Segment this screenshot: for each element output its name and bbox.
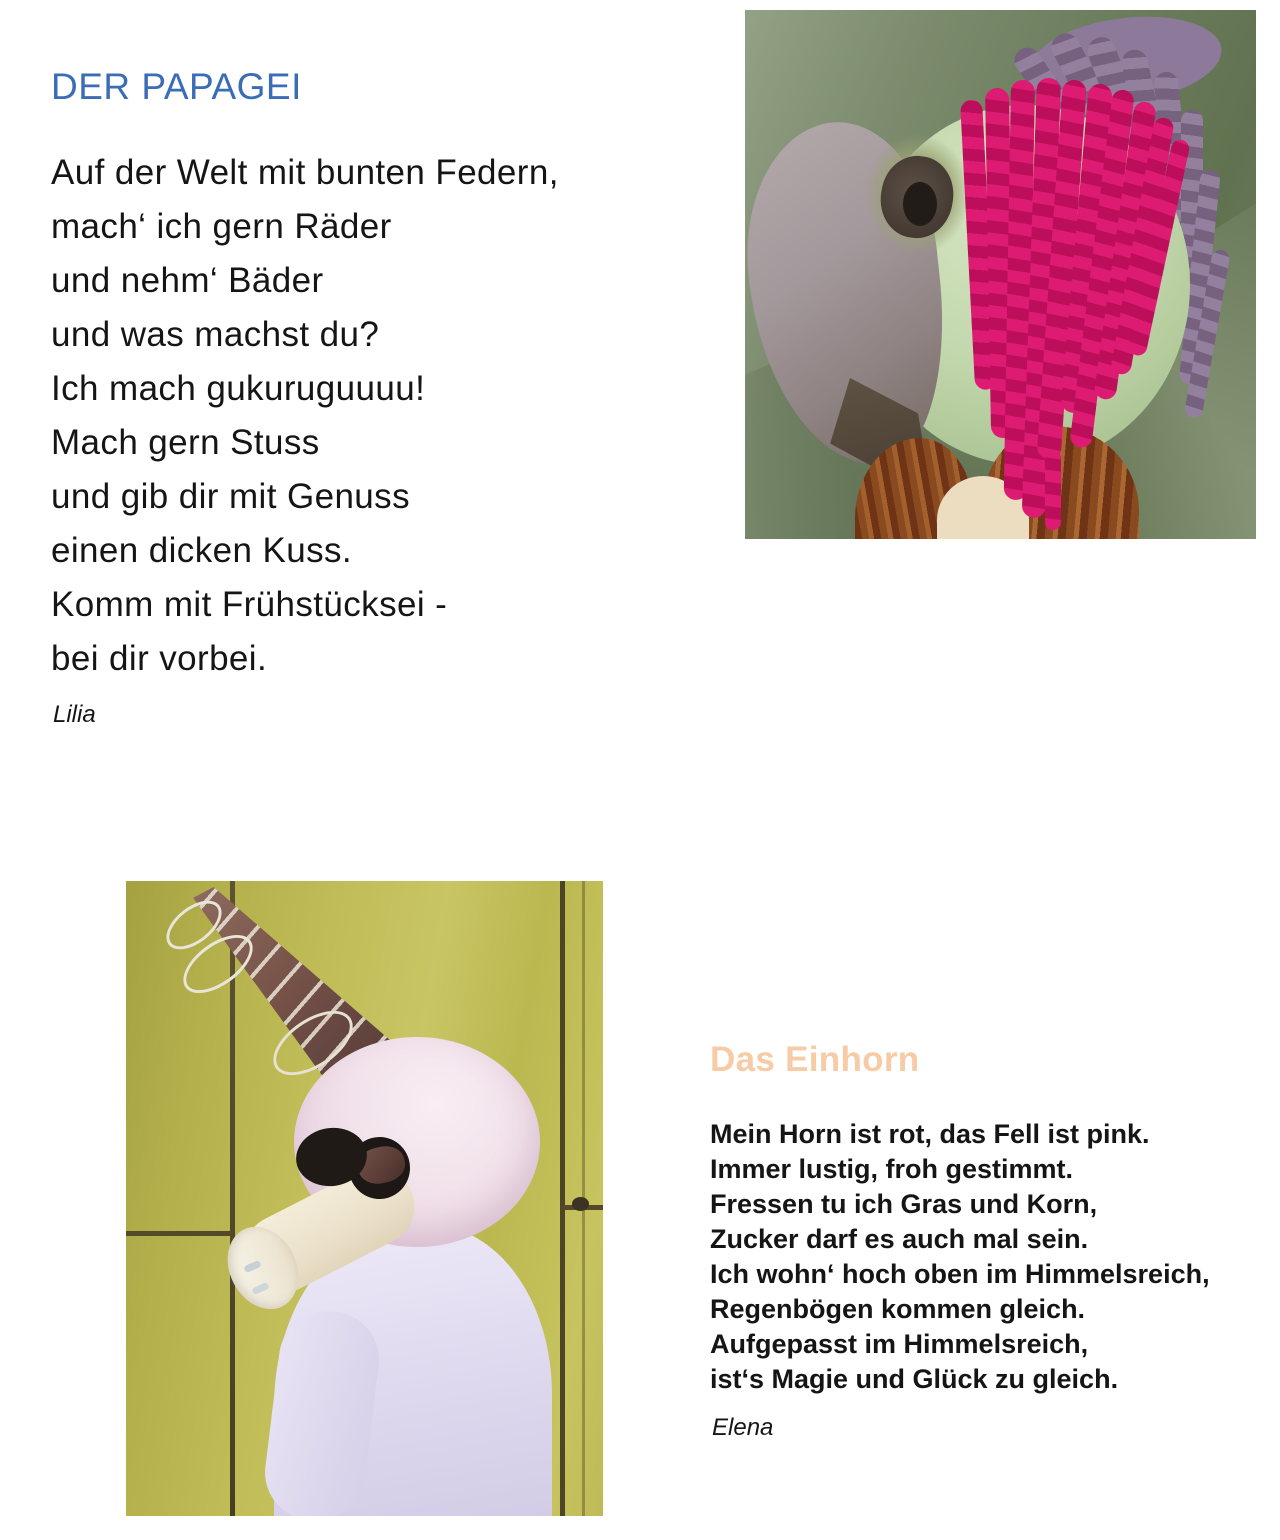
poem-line: Ich mach gukuruguuuu! — [51, 369, 426, 408]
poem-line: und nehm‘ Bäder — [51, 261, 324, 300]
poem-line: Aufgepasst im Himmelsreich, — [710, 1329, 1089, 1359]
door-frame-line — [126, 1231, 232, 1236]
poem-papagei-text — [51, 146, 559, 686]
door-handle-dot — [572, 1197, 589, 1211]
poem-author-lilia: Lilia — [53, 701, 96, 728]
poem-line: und was machst du? — [51, 315, 380, 354]
poem-line: Komm mit Frühstücksei - — [51, 585, 448, 624]
pink-yarn-strand — [1045, 450, 1061, 530]
poem-line: Regenbögen kommen gleich. — [710, 1294, 1086, 1324]
poem-line: Auf der Welt mit bunten Federn, — [51, 153, 559, 192]
unicorn-mask-photo — [126, 881, 603, 1516]
poem-line: ist‘s Magie und Glück zu gleich. — [710, 1364, 1119, 1394]
poem-line: Fressen tu ich Gras und Korn, — [710, 1189, 1098, 1219]
poem-line: Zucker darf es auch mal sein. — [710, 1224, 1089, 1254]
poem-line: Mach gern Stuss — [51, 423, 320, 462]
door-frame-line — [560, 881, 565, 1516]
parrot-mask-photo — [745, 10, 1256, 539]
poem-einhorn-text — [710, 1117, 1210, 1397]
poem-line: bei dir vorbei. — [51, 639, 268, 678]
poem-line: einen dicken Kuss. — [51, 531, 352, 570]
poem-author-elena: Elena — [712, 1414, 774, 1441]
poem-line: Immer lustig, froh gestimmt. — [710, 1154, 1074, 1184]
poem-line: und gib dir mit Genuss — [51, 477, 410, 516]
poem-line: Ich wohn‘ hoch oben im Himmelsreich, — [710, 1259, 1210, 1289]
pink-yarn-strands — [745, 10, 1256, 539]
poem-title-einhorn: Das Einhorn — [710, 1040, 920, 1079]
poem-line: Mein Horn ist rot, das Fell ist pink. — [710, 1119, 1150, 1149]
poem-title-papagei: DER PAPAGEI — [51, 66, 302, 107]
poem-line: mach‘ ich gern Räder — [51, 207, 392, 246]
